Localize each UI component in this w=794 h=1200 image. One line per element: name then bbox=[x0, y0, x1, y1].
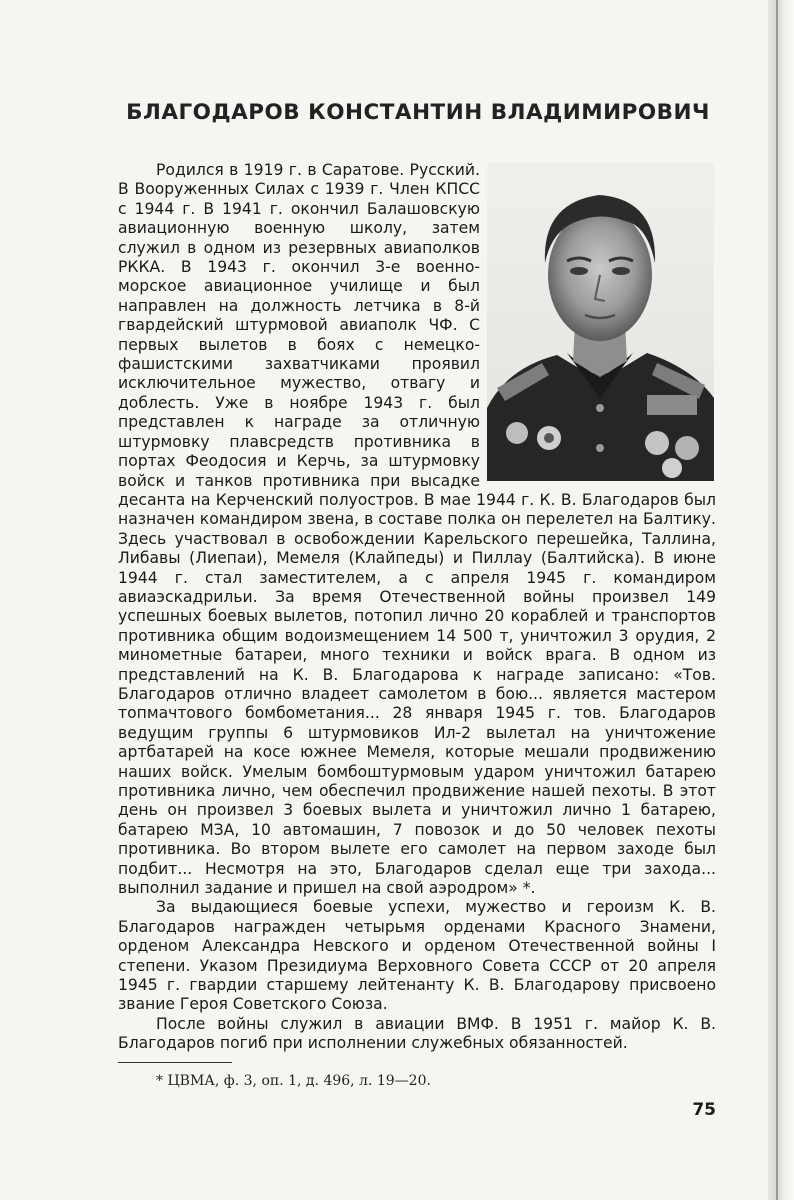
page-number: 75 bbox=[692, 1100, 716, 1120]
photo-spacer bbox=[480, 161, 716, 487]
footnote-divider bbox=[118, 1062, 232, 1063]
paragraph-death: После войны служил в авиации ВМФ. В 1951 г. майор К. В. Благодаров погиб при исполнении служебных обязанностей. bbox=[118, 1014, 716, 1053]
footnote: * ЦВМА, ф. 3, оп. 1, д. 496, л. 19—20. bbox=[156, 1073, 431, 1089]
paragraph-awards: За выдающиеся боевые успехи, мужество и героизм К. В. Благодаров награжден четырьмя орденами Красного Знамени, орденом Александра Невского и орденом Отечественной войны I степени. Указом Президиума Верховного Совета СССР от 20 апреля 1945 г. гвардии старшему лейтенанту К. В. Благодарову присвоено звание Героя Советского Союза. bbox=[118, 898, 716, 1014]
scan-edge bbox=[768, 0, 794, 1200]
page-title: БЛАГОДАРОВ КОНСТАНТИН ВЛАДИМИРОВИЧ bbox=[126, 100, 710, 125]
article-body bbox=[118, 161, 716, 1054]
paragraph-biography: Родился в 1919 г. в Саратове. Русский. В Вооруженных Силах с 1939 г. Член КПСС с 1944 г. В 1941 г. окончил Балашовскую авиационную военную школу, затем служил в одном из резервных авиаполков РККА. В 1943 г. окончил 3-е военно-морское авиационное училище и был направлен на должность летчика в 8-й гвардейский штурмовой авиаполк ЧФ. С первых вылетов в боях с немецко-фашистскими захватчиками проявил исключительное мужество, отвагу и доблесть. Уже в ноябре 1943 г. был представлен к награде за отличную штурмовку плавсредств противника в портах Феодосия и Керчь, за штурмовку войск и танков противника при высадке десанта на Керченский полуостров. В мае 1944 г. К. В. Благодаров был назначен командиром звена, в составе полка он перелетел на Балтику. Здесь участвовал в освобождении Карельского перешейка, Таллина, Либавы (Лиепаи), Мемеля (Клайпеды) и Пиллау (Балтийска). В июне 1944 г. стал заместителем, а с апреля 1945 г. командиром авиаэскадрильи. За время Отечественной войны произвел 149 успешных боевых вылетов, потопил лично 20 кораблей и транспортов противника общим водоизмещением 14 500 т, уничтожил 3 орудия, 2 минометные батареи, много техники и войск врага. В одном из представлений на К. В. Благодарова к награде записано: «Тов. Благодаров отлично владеет самолетом в бою... является мастером топмачтового бомбометания... 28 января 1945 г. тов. Благодаров ведущим группы 6 штурмовиков Ил-2 вылетал на уничтожение артбатарей на косе южнее Мемеля, которые мешали продвижению наших войск. Умелым бомбоштурмовым ударом уничтожил батарею противника лично, чем обеспечил продвижение нашей пехоты. В этот день он произвел 3 боевых вылета и уничтожил лично 1 батарею, батарею МЗА, 10 автомашин, 7 повозок и до 50 человек пехоты противника. Во втором вылете его самолет на первом заходе был подбит... Несмотря на это, Благодаров сделал еще три захода... выполнил задание и пришел на свой аэродром» *. bbox=[118, 161, 716, 898]
